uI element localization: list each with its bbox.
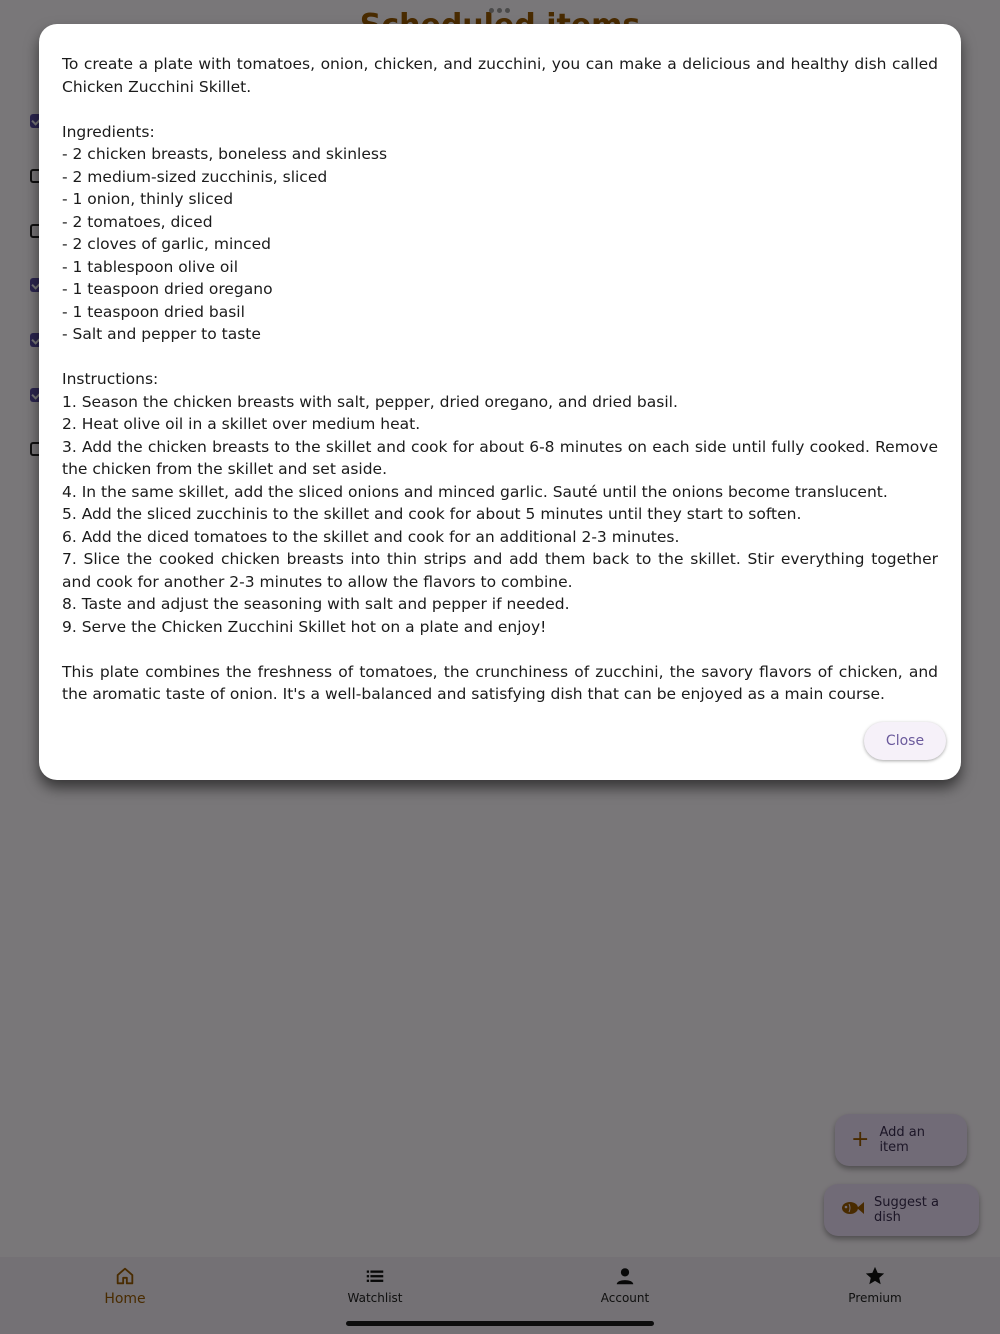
more-options-icon[interactable] [489, 8, 510, 13]
recipe-line: 6. Add the diced tomatoes to the skillet and cook for an additional 2-3 minutes. [62, 527, 680, 546]
paragraph-spacer [62, 638, 938, 661]
recipe-line: 1. Season the chicken breasts with salt, pepper, dried oregano, and dried basil. [62, 392, 678, 411]
recipe-line: - Salt and pepper to taste [62, 325, 261, 343]
recipe-line: - 2 cloves of garlic, minced [62, 235, 272, 253]
paragraph-spacer [62, 98, 938, 121]
recipe-dialog [39, 24, 961, 780]
recipe-line: - 1 tablespoon olive oil [62, 257, 239, 276]
recipe-line: - 1 teaspoon dried oregano [62, 280, 273, 298]
recipe-text [62, 53, 938, 706]
recipe-line: - 1 onion, thinly sliced [62, 190, 234, 208]
recipe-line: 3. Add the chicken breasts to the skillet and cook for about 6-8 minutes on each side until fully cooked. Remove the chicken from the skillet and set aside. [62, 437, 938, 478]
recipe-line: - 2 chicken breasts, boneless and skinless [62, 145, 388, 163]
recipe-line: 5. Add the sliced zucchinis to the skillet and cook for about 5 minutes until they start to soften. [62, 505, 802, 523]
recipe-line: 4. In the same skillet, add the sliced onions and minced garlic. Sauté until the onions become translucent. [62, 482, 888, 501]
recipe-line: - 2 tomatoes, diced [62, 212, 213, 231]
recipe-line: To create a plate with tomatoes, onion, chicken, and zucchini, you can make a delicious and healthy dish called Chicken Zucchini Skillet. [62, 55, 938, 96]
recipe-line: Instructions: [62, 370, 159, 388]
recipe-line: Ingredients: [62, 122, 155, 141]
recipe-line: This plate combines the freshness of tomatoes, the crunchiness of zucchini, the savory flavors of chicken, and the aromatic taste of onion. It's a well-balanced and satisfying dish that can be enjoyed as a main course. [62, 662, 938, 703]
recipe-line: 8. Taste and adjust the seasoning with salt and pepper if needed. [62, 595, 570, 613]
paragraph-spacer [62, 346, 938, 369]
recipe-line: - 2 medium-sized zucchinis, sliced [62, 167, 328, 186]
recipe-line: 7. Slice the cooked chicken breasts into thin strips and add them back to the skillet. Stir everything together and cook for another 2-3 minutes to allow the flavors to combine. [62, 550, 938, 591]
recipe-line: 9. Serve the Chicken Zucchini Skillet hot on a plate and enjoy! [62, 617, 547, 636]
recipe-line: 2. Heat olive oil in a skillet over medium heat. [62, 415, 421, 433]
close-button[interactable]: Close [864, 722, 946, 760]
recipe-line: - 1 teaspoon dried basil [62, 302, 245, 321]
